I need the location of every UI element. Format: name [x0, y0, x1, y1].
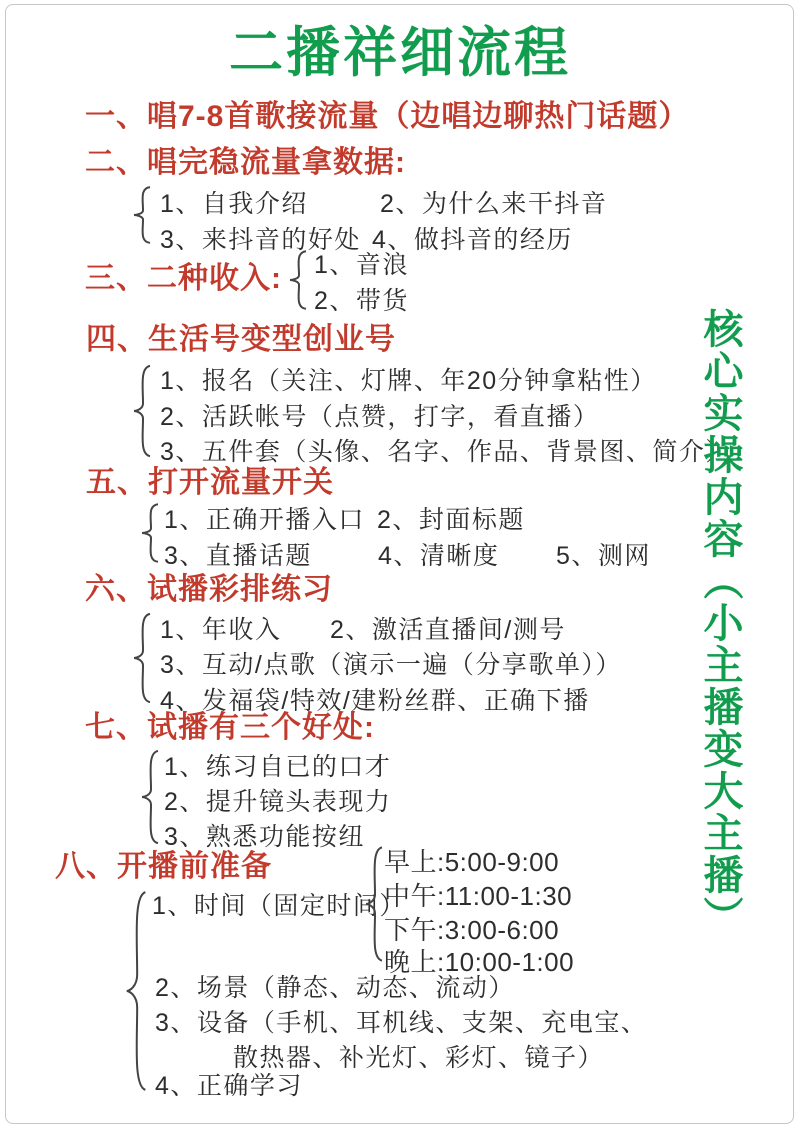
section-8-item-3-line-2: 散热器、补光灯、彩灯、镜子）	[233, 1044, 605, 1072]
section-8-item-1: 1、时间（固定时间）	[152, 892, 406, 920]
section-8-heading: 八、开播前准备	[55, 850, 272, 883]
side-banner-vertical-text: 核心实操内容（小主播变大主播）	[698, 308, 742, 938]
brace-icon	[130, 364, 154, 458]
brace-icon	[138, 749, 162, 845]
section-1-heading: 一、唱7-8首歌接流量（边唱边聊热门话题）	[85, 100, 690, 133]
poster-title: 二播祥细流程	[229, 23, 571, 83]
brace-icon	[130, 612, 154, 704]
schedule-morning: 早上:5:00-9:00	[384, 847, 560, 877]
section-6-item-4: 4、发福袋/特效/建粉丝群、正确下播	[160, 687, 590, 715]
schedule-noon: 中午:11:00-1:30	[384, 881, 573, 911]
section-5-item-3: 3、直播话题	[164, 542, 312, 570]
section-8-item-4: 4、正确学习	[155, 1072, 303, 1100]
section-3-item-2: 2、带货	[314, 287, 409, 315]
section-2-item-4: 4、做抖音的经历	[372, 226, 573, 254]
section-8-item-3-line-1: 3、设备（手机、耳机线、支架、充电宝、	[155, 1009, 648, 1037]
section-7-item-1: 1、练习自已的口才	[164, 753, 392, 781]
section-6-item-2: 2、激活直播间/测号	[330, 616, 566, 644]
section-5-heading: 五、打开流量开关	[86, 466, 334, 499]
section-2-item-1: 1、自我介绍	[160, 190, 308, 218]
section-6-heading: 六、试播彩排练习	[85, 573, 333, 606]
section-4-item-1: 1、报名（关注、灯牌、年20分钟拿粘性）	[160, 367, 657, 395]
section-3-heading: 三、二种收入:	[85, 262, 282, 295]
section-5-item-4: 4、清晰度	[378, 542, 500, 570]
brace-icon	[122, 888, 150, 1094]
section-7-item-3: 3、熟悉功能按纽	[164, 823, 365, 851]
section-2-item-2: 2、为什么来干抖音	[380, 190, 608, 218]
section-4-item-2: 2、活跃帐号（点赞，打字，看直播）	[160, 403, 600, 431]
section-7-item-2: 2、提升镜头表现力	[164, 788, 392, 816]
brace-icon	[362, 845, 386, 963]
section-4-heading: 四、生活号变型创业号	[86, 323, 396, 356]
section-3-item-1: 1、音浪	[314, 251, 409, 279]
brace-icon	[286, 250, 310, 310]
schedule-afternoon: 下午:3:00-6:00	[384, 915, 560, 945]
section-2-item-3: 3、来抖音的好处	[160, 226, 361, 254]
section-5-item-1: 1、正确开播入口	[164, 506, 365, 534]
schedule-night: 晚上:10:00-1:00	[384, 947, 575, 977]
brace-icon	[138, 503, 162, 563]
brace-icon	[130, 186, 154, 244]
section-2-heading: 二、唱完稳流量拿数据:	[85, 146, 406, 179]
section-8-item-2: 2、场景（静态、动态、流动）	[155, 974, 515, 1002]
section-5-item-2: 2、封面标题	[377, 506, 525, 534]
section-5-item-5: 5、测网	[556, 542, 651, 570]
section-6-item-3: 3、互动/点歌（演示一遍（分享歌单））	[160, 651, 622, 679]
section-6-item-1: 1、年收入	[160, 616, 282, 644]
section-7-heading: 七、试播有三个好处:	[85, 711, 375, 744]
section-4-item-3: 3、五件套（头像、名字、作品、背景图、简介）	[160, 438, 732, 466]
